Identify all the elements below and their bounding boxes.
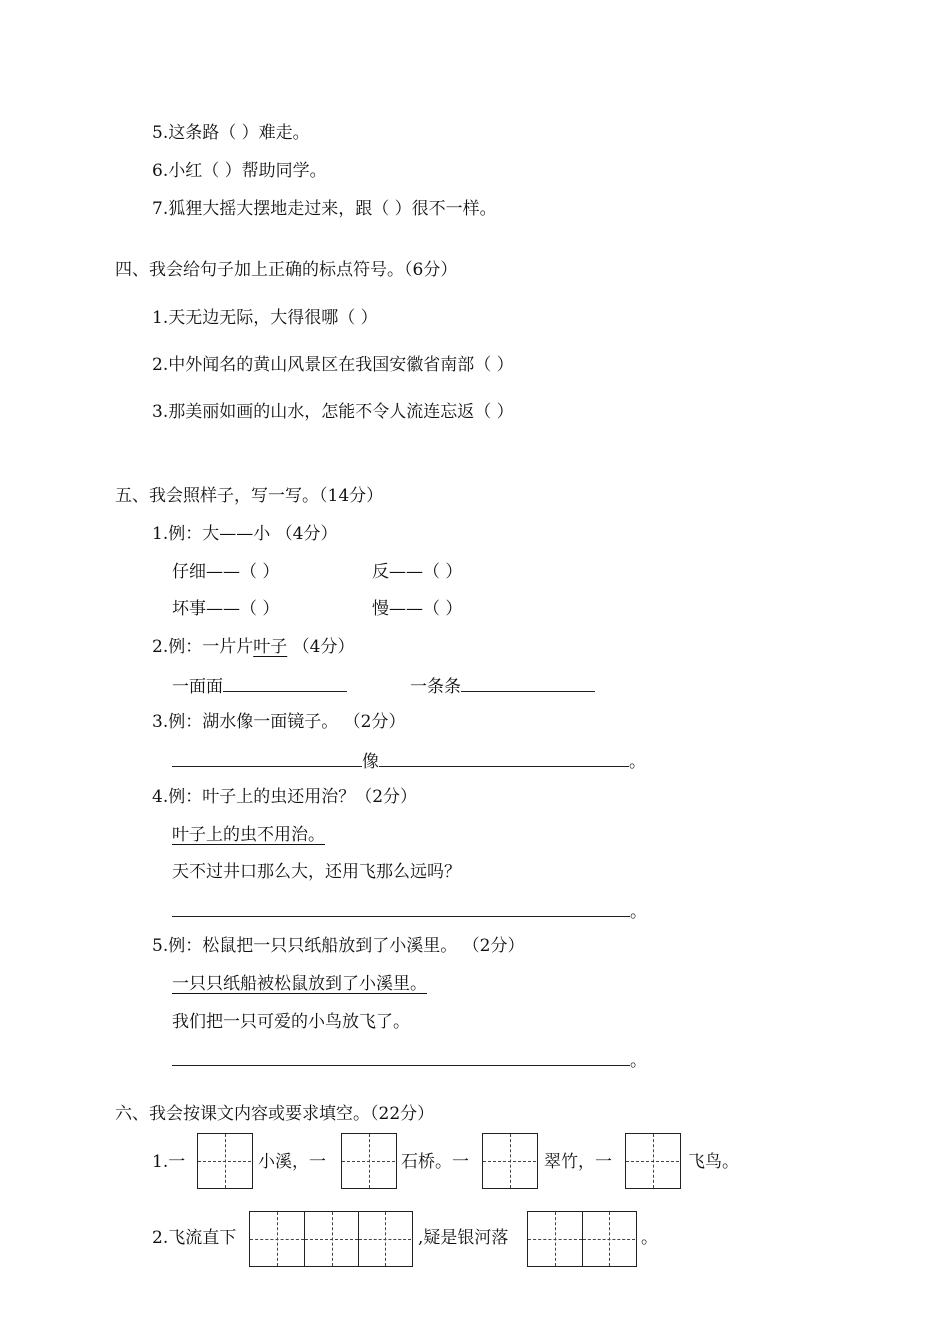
q2-example bbox=[152, 635, 354, 659]
s6-q1-start: 1.一 bbox=[152, 1152, 186, 1172]
q5-example: 5.例：松鼠把一只只纸船放到了小溪里。 （2分） bbox=[152, 936, 525, 956]
section-5-title: 五、我会照样子，写一写。（14分） bbox=[115, 486, 384, 506]
q5-question: 我们把一只可爱的小鸟放飞了。 bbox=[172, 1012, 410, 1032]
s6-q1-word-3: 翠竹，一 bbox=[544, 1152, 612, 1172]
s6-q2-start: 2.飞流直下 bbox=[152, 1228, 237, 1248]
q2-example-prefix: 2.例：一片片 bbox=[152, 637, 254, 657]
fill-item-6: 6.小红（ ）帮助同学。 bbox=[152, 161, 327, 181]
q3-example: 3.例：湖水像一面镜子。 （2分） bbox=[152, 712, 406, 732]
q4-answer-line bbox=[172, 898, 647, 924]
answer-blank[interactable] bbox=[461, 673, 595, 692]
q4-example: 4.例：叶子上的虫还用治？（2分） bbox=[152, 787, 418, 807]
q2-example-word: 叶子 bbox=[253, 637, 288, 657]
q4-question: 天不过井口那么大，还用飞那么远吗？ bbox=[172, 862, 461, 882]
antonym-pair-2: 反——（ ） bbox=[372, 562, 463, 582]
writing-box[interactable] bbox=[482, 1133, 538, 1189]
s6-q2-middle: ,疑是银河落 bbox=[418, 1228, 509, 1248]
s6-q1-word-4: 飞鸟。 bbox=[688, 1152, 739, 1172]
q3-end: 。 bbox=[629, 752, 646, 772]
s6-q2-end: 。 bbox=[641, 1228, 658, 1248]
answer-blank[interactable] bbox=[172, 1047, 630, 1066]
answer-blank[interactable] bbox=[223, 673, 347, 692]
q3-middle: 像 bbox=[362, 752, 379, 772]
q2-prompt-2-text: 一条条 bbox=[410, 677, 461, 697]
answer-blank[interactable] bbox=[172, 748, 362, 767]
writing-box[interactable] bbox=[625, 1133, 681, 1189]
q2-prompt-2 bbox=[410, 673, 595, 699]
antonym-pair-1: 仔细——（ ） bbox=[172, 562, 280, 582]
writing-box[interactable] bbox=[341, 1133, 397, 1189]
writing-box[interactable] bbox=[197, 1133, 253, 1189]
q1-example: 1.例：大——小 （4分） bbox=[152, 524, 338, 544]
writing-box-group[interactable] bbox=[249, 1211, 413, 1267]
q5-example-answer: 一只只纸船被松鼠放到了小溪里。 bbox=[172, 974, 427, 994]
fill-item-5: 5.这条路（ ）难走。 bbox=[152, 123, 310, 143]
section-4-title: 四、我会给句子加上正确的标点符号。（6分） bbox=[115, 260, 458, 280]
q4-example-answer: 叶子上的虫不用治。 bbox=[172, 825, 325, 845]
punctuation-item-3: 3.那美丽如画的山水，怎能不令人流连忘返（ ） bbox=[152, 402, 514, 422]
antonym-pair-4: 慢——（ ） bbox=[372, 599, 463, 619]
q5-end: 。 bbox=[630, 1051, 647, 1071]
q5-answer-line bbox=[172, 1047, 647, 1073]
q2-prompt-1-text: 一面面 bbox=[172, 677, 223, 697]
s6-q1-word-2: 石桥。一 bbox=[401, 1152, 469, 1172]
antonym-pair-3: 坏事——（ ） bbox=[172, 599, 280, 619]
q2-prompt-1 bbox=[172, 673, 347, 699]
s6-q1-word-1: 小溪，一 bbox=[258, 1152, 326, 1172]
fill-item-7: 7.狐狸大摇大摆地走过来，跟（ ）很不一样。 bbox=[152, 199, 497, 219]
punctuation-item-2: 2.中外闻名的黄山风景区在我国安徽省南部（ ） bbox=[152, 355, 514, 375]
punctuation-item-1: 1.天无边无际，大得很哪（ ） bbox=[152, 308, 378, 328]
answer-blank[interactable] bbox=[172, 898, 630, 917]
section-6-title: 六、我会按课文内容或要求填空。（22分） bbox=[115, 1104, 435, 1124]
q2-example-suffix: （4分） bbox=[287, 637, 355, 657]
answer-blank[interactable] bbox=[379, 748, 629, 767]
q4-end: 。 bbox=[630, 902, 647, 922]
writing-box-group[interactable] bbox=[527, 1211, 637, 1267]
q3-answer-line bbox=[172, 748, 646, 774]
